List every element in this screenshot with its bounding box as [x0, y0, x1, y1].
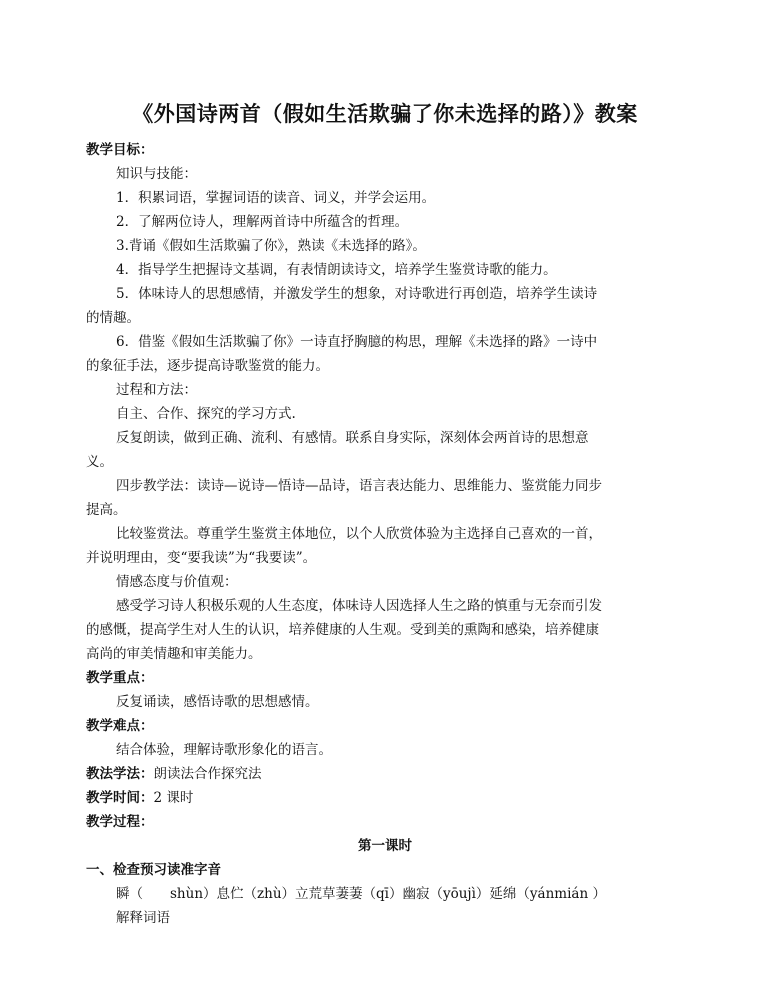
goal-item-6-cont: 的象征手法，逐步提高诗歌鉴赏的能力。: [86, 358, 329, 374]
goal-item-2: 2．了解两位诗人，理解两首诗中所蕴含的哲理。: [116, 214, 409, 230]
key-points-text: 反复诵读，感悟诗歌的思想感情。: [116, 694, 319, 710]
goal-item-4: 4．指导学生把握诗文基调，有表情朗读诗文，培养学生鉴赏诗歌的能力。: [116, 262, 557, 278]
explain-words-line: 解释词语: [116, 910, 170, 926]
goal-item-3: 3.背诵《假如生活欺骗了你》，熟读《未选择的路》。: [116, 238, 426, 254]
method-paragraph-2: 反复朗读，做到正确、流利、有感情。联系自身实际，深刻体会两首诗的思想意: [116, 430, 589, 446]
goal-item-5: 5．体味诗人的思想感情，并激发学生的想象，对诗歌进行再创造，培养学生读诗: [116, 286, 598, 302]
heading-teaching-process: 教学过程：: [86, 814, 154, 830]
method-paragraph-1: 自主、合作、探究的学习方式.: [116, 406, 296, 422]
teaching-methods-label: 教法学法：: [86, 766, 154, 782]
goal-item-5-cont: 的情趣。: [86, 310, 140, 326]
document-title: 《外国诗两首（假如生活欺骗了你未选择的路）》教案: [132, 102, 638, 126]
teaching-time-label: 教学时间：: [86, 790, 154, 806]
method-paragraph-3: 四步教学法：读诗—说诗—悟诗—品诗，语言表达能力、思维能力、鉴赏能力同步: [116, 478, 602, 494]
heading-key-points: 教学重点：: [86, 670, 154, 686]
difficulties-text: 结合体验，理解诗歌形象化的语言。: [116, 742, 332, 758]
pronunciation-line: 瞬（ shùn）息伫（zhù）立荒草萋萋（qī）幽寂（yōujì）延绵（yánmián ）: [116, 886, 606, 902]
method-paragraph-3-cont: 提高。: [86, 502, 127, 518]
subheading-process-methods: 过程和方法：: [116, 382, 197, 398]
attitude-paragraph-cont-2: 高尚的审美情趣和审美能力。: [86, 646, 262, 662]
teaching-time-value: 2 课时: [153, 790, 194, 806]
heading-teaching-goals: 教学目标：: [86, 142, 154, 158]
heading-difficulties: 教学难点：: [86, 718, 154, 734]
teaching-time-line: [86, 789, 193, 807]
teaching-methods-value: 朗读法合作探究法: [153, 766, 262, 782]
subheading-knowledge-skills: 知识与技能：: [116, 166, 197, 182]
method-paragraph-4-cont: 并说明理由，变“要我读”为“我要读”。: [86, 550, 317, 566]
heading-check-preview: 一、检查预习读准字音: [86, 862, 221, 878]
attitude-paragraph: 感受学习诗人积极乐观的人生态度，体味诗人因选择人生之路的慎重与无奈而引发: [116, 598, 602, 614]
method-paragraph-2-cont: 义。: [86, 454, 113, 470]
goal-item-6: 6．借鉴《假如生活欺骗了你》一诗直抒胸臆的构思，理解《未选择的路》一诗中: [116, 334, 598, 350]
section-title-first-lesson: 第一课时: [358, 838, 412, 854]
teaching-methods-line: [86, 765, 262, 783]
method-paragraph-4: 比较鉴赏法。尊重学生鉴赏主体地位，以个人欣赏体验为主选择自己喜欢的一首，: [116, 526, 602, 542]
subheading-attitude-values: 情感态度与价值观：: [116, 574, 238, 590]
attitude-paragraph-cont-1: 的感慨，提高学生对人生的认识，培养健康的人生观。受到美的熏陶和感染，培养健康: [86, 622, 599, 638]
goal-item-1: 1．积累词语，掌握词语的读音、词义，并学会运用。: [116, 190, 436, 206]
